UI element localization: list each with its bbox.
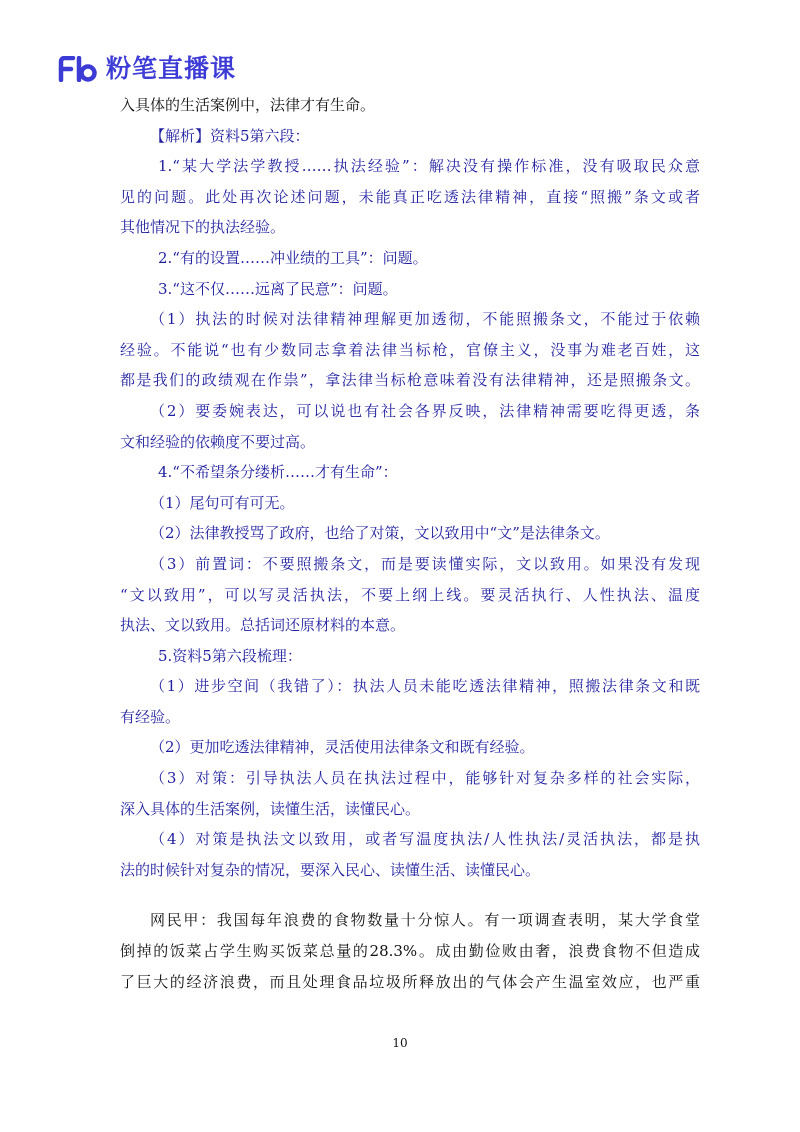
text-line: 4.“不希望条分缕析……才有生命”： bbox=[158, 463, 398, 482]
material-text-line: 网民甲：我国每年浪费的食物数量十分惊人。有一项调查表明，某大学食堂 bbox=[150, 911, 700, 930]
text-line: 见的问题。此处再次论述问题，未能真正吃透法律精神，直接“照搬”条文或者 bbox=[120, 187, 700, 206]
text-line: 有经验。 bbox=[120, 707, 181, 726]
text-line: （2）法律教授骂了政府，也给了对策，文以致用中“文”是法律条文。 bbox=[150, 524, 610, 543]
text-line: 执法、文以致用。总括词还原材料的本意。 bbox=[120, 616, 406, 635]
fb-logo-icon bbox=[58, 56, 98, 82]
text-line: 经验。不能说“也有少数同志拿着法律当标枪，官僚主义，没事为难老百姓，这 bbox=[120, 340, 700, 359]
page-number: 10 bbox=[392, 1036, 408, 1050]
text-line: （1）进步空间（我错了）：执法人员未能吃透法律精神，照搬法律条文和既 bbox=[150, 677, 700, 696]
text-line: 3.“这不仅……远离了民意”：问题。 bbox=[158, 279, 398, 298]
text-line: 入具体的生活案例中，法律才有生命。 bbox=[120, 96, 376, 114]
text-line: （1）执法的时候对法律精神理解更加透彻，不能照搬条文，不能过于依赖 bbox=[150, 310, 700, 329]
text-line: 都是我们的政绩观在作祟”，拿法律当标枪意味着没有法律精神，还是照搬条文。 bbox=[120, 371, 700, 390]
text-line: 法的时候针对复杂的情况，要深入民心、读懂生活、读懂民心。 bbox=[120, 860, 541, 879]
material-text-line: 倒掉的饭菜占学生购买饭菜总量的28.3%。成由勤俭败由奢，浪费食物不但造成 bbox=[120, 942, 700, 961]
text-line: （4）对策是执法文以致用，或者写温度执法/人性执法/灵活执法，都是执 bbox=[150, 830, 700, 849]
brand-name: 粉笔直播课 bbox=[106, 54, 237, 83]
text-line: 其他情况下的执法经验。 bbox=[120, 218, 286, 237]
text-line: （3）对策：引导执法人员在执法过程中，能够针对复杂多样的社会实际， bbox=[150, 769, 700, 788]
text-line: （2）要委婉表达，可以说也有社会各界反映，法律精神需要吃得更透，条 bbox=[150, 401, 700, 420]
text-line: 【解析】资料5第六段： bbox=[150, 126, 310, 145]
document-body bbox=[120, 90, 700, 997]
text-line: 1.“某大学法学教授……执法经验”：解决没有操作标准，没有吸取民众意 bbox=[158, 157, 700, 176]
material-text-line: 了巨大的经济浪费，而且处理食品垃圾所释放出的气体会产生温室效应，也严重 bbox=[120, 972, 700, 991]
text-line: 2.“有的设置……冲业绩的工具”：问题。 bbox=[158, 248, 428, 267]
text-line: （1）尾句可有可无。 bbox=[150, 493, 295, 512]
page-header bbox=[58, 52, 236, 86]
text-line: （2）更加吃透法律精神，灵活使用法律条文和既有经验。 bbox=[150, 738, 535, 757]
text-line: 深入具体的生活案例，读懂生活，读懂民心。 bbox=[120, 799, 421, 818]
text-line: “文以致用”，可以写灵活执法，不要上纲上线。要灵活执行、人性执法、温度 bbox=[120, 585, 700, 604]
text-line: （3）前置词：不要照搬条文，而是要读懂实际，文以致用。如果没有发现 bbox=[150, 554, 700, 573]
text-line: 文和经验的依赖度不要过高。 bbox=[120, 432, 316, 451]
text-line: 5.资料5第六段梳理： bbox=[158, 646, 302, 665]
section-gap bbox=[120, 885, 700, 905]
